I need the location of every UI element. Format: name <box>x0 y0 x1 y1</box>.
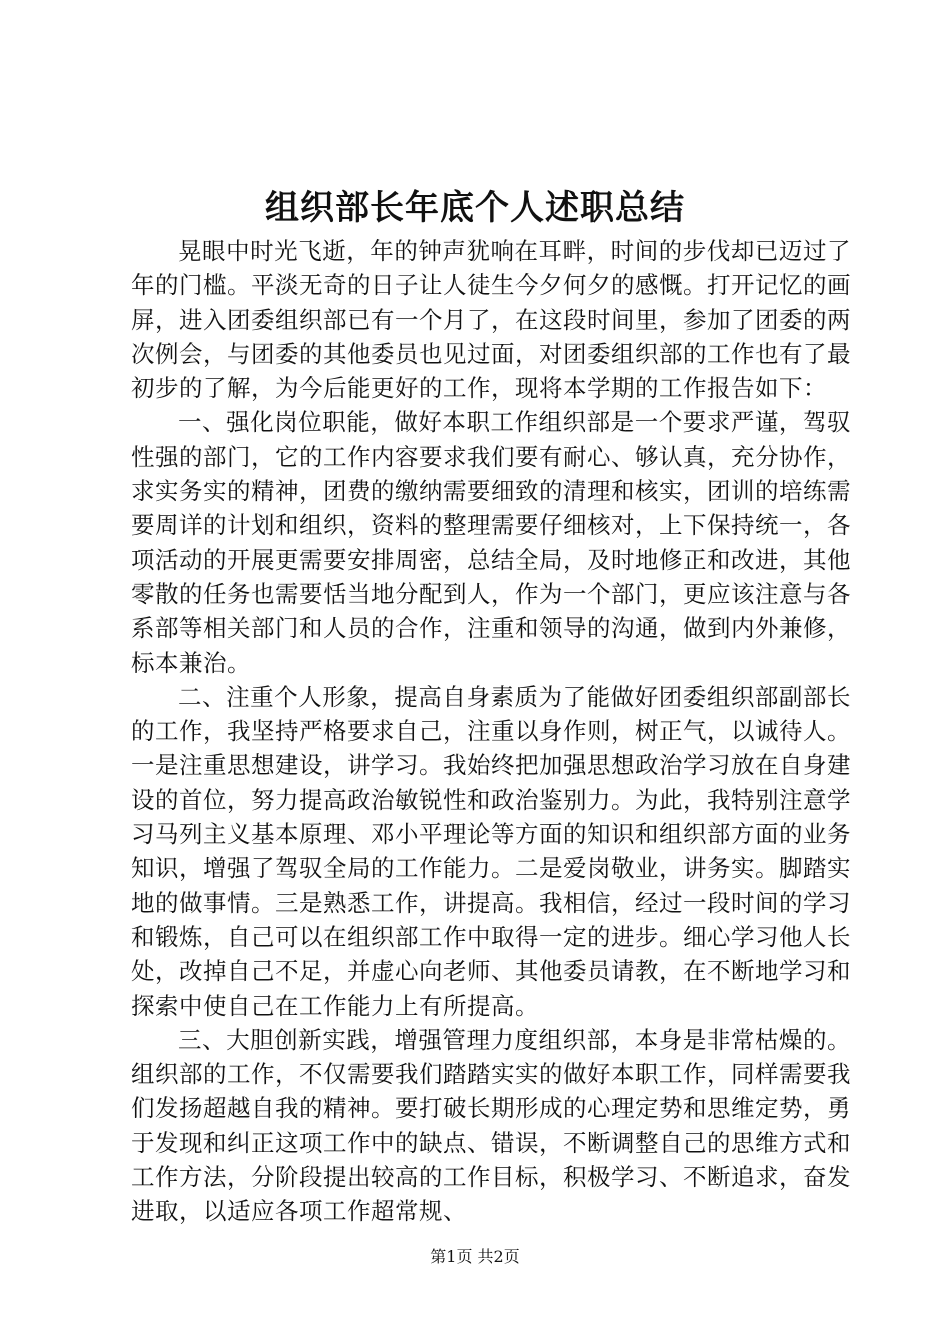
document-title: 组织部长年底个人述职总结 <box>265 188 685 228</box>
document-body <box>131 234 851 1229</box>
paragraph-section-1: 一、强化岗位职能，做好本职工作组织部是一个要求严谨，驾驭性强的部门，它的工作内容要求我们要有耐心、够认真，充分协作，求实务实的精神，团费的缴纳需要细致的清理和核实，团训的培练需要周详的计划和组织，资料的整理需要仔细核对，上下保持统一，各项活动的开展更需要安排周密，总结全局，及时地修正和改进，其他零散的任务也需要恬当地分配到人，作为一个部门，更应该注意与各系部等相关部门和人员的合作，注重和领导的沟通，做到内外兼修，标本兼治。 <box>131 408 851 677</box>
paragraph-section-3: 三、大胆创新实践，增强管理力度组织部，本身是非常枯燥的。组织部的工作，不仅需要我们踏踏实实的做好本职工作，同样需要我们发扬超越自我的精神。要打破长期形成的心理定势和思维定势，勇于发现和纠正这项工作中的缺点、错误，不断调整自己的思维方式和工作方法，分阶段提出较高的工作目标，积极学习、不断追求，奋发进取，以适应各项工作超常规、 <box>131 1025 851 1226</box>
paragraph-section-2: 二、注重个人形象，提高自身素质为了能做好团委组织部副部长的工作，我坚持严格要求自己，注重以身作则，树正气，以诚待人。一是注重思想建设，讲学习。我始终把加强思想政治学习放在自身建设的首位，努力提高政治敏锐性和政治鉴别力。为此，我特别注意学习马列主义基本原理、邓小平理论等方面的知识和组织部方面的业务知识，增强了驾驭全局的工作能力。二是爱岗敬业，讲务实。脚踏实地的做事情。三是熟悉工作，讲提高。我相信，经过一段时间的学习和锻炼，自己可以在组织部工作中取得一定的进步。细心学习他人长处，改掉自己不足，并虚心向老师、其他委员请教，在不断地学习和探索中使自己在工作能力上有所提高。 <box>131 682 851 1020</box>
paragraph-intro: 晃眼中时光飞逝，年的钟声犹响在耳畔，时间的步伐却已迈过了年的门槛。平淡无奇的日子让人徒生今夕何夕的感慨。打开记忆的画屏，进入团委组织部已有一个月了，在这段时间里，参加了团委的两次例会，与团委的其他委员也见过面，对团委组织部的工作也有了最初步的了解，为今后能更好的工作，现将本学期的工作报告如下： <box>131 237 851 403</box>
page-number-footer: 第1页 共2页 <box>430 1247 520 1266</box>
